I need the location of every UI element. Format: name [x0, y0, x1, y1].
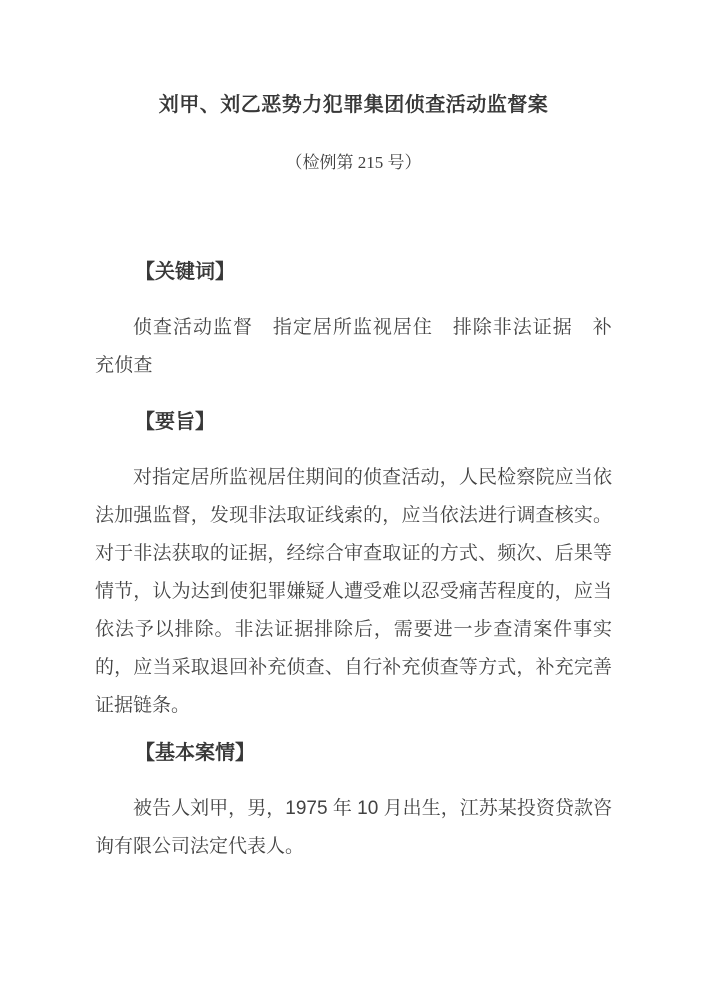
section-heading-basic-facts: 【基本案情】	[135, 742, 255, 764]
summary-paragraph: 对指定居所监视居住期间的侦查活动，人民检察院应当依法加强监督，发现非法取证线索的，应当依法进行调查核实。对于非法获取的证据，经综合审查取证的方式、频次、后果等情节，认为达到使犯罪嫌疑人遭受难以忍受痛苦程度的，应当依法予以排除。非法证据排除后，需要进一步查清案件事实的，应当采取退回补充侦查、自行补充侦查等方式，补充完善证据链条。	[95, 467, 612, 716]
document-title: 刘甲、刘乙恶势力犯罪集团侦查活动监督案	[158, 94, 549, 116]
basic-facts-paragraph: 被告人刘甲，男，1975 年 10 月出生，江苏某投资贷款咨询有限公司法定代表人。	[95, 798, 612, 857]
section-heading-summary: 【要旨】	[135, 411, 215, 433]
keywords-paragraph: 侦查活动监督 指定居所监视居住 排除非法证据 补充侦查	[95, 317, 612, 376]
section-heading-keywords: 【关键词】	[135, 261, 235, 283]
case-number: （检例第 215 号）	[285, 153, 422, 172]
